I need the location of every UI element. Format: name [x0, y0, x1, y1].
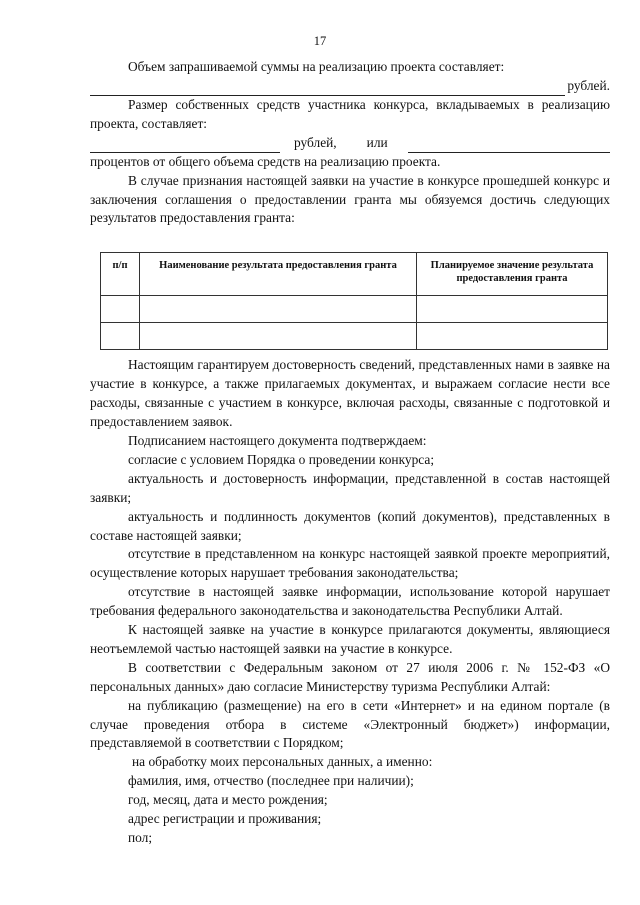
- table-cell: [140, 296, 417, 323]
- table-cell: [140, 323, 417, 350]
- relevance-item: актуальность и достоверность информации, представленной в состав настоящей заявки;: [90, 470, 610, 505]
- own-funds-field: [90, 134, 610, 153]
- table-row: [101, 323, 608, 350]
- birth-item: год, месяц, дата и место рождения;: [128, 792, 328, 808]
- page-number: 17: [313, 34, 327, 48]
- col-result-name-header: Наименование результата предоставления гранта: [140, 253, 417, 296]
- publication-item: на публикацию (размещение) на его в сети «Интернет» и на едином портале (в случае проведения отбора в системе «Электронный бюджет») информации, представляемой в соответствии с Порядком;: [90, 697, 610, 751]
- col-number-header: п/п: [101, 253, 140, 296]
- guarantee-paragraph: Настоящим гарантируем достоверность сведений, представленных нами в заявке на участие в конкурсе, а также прилагаемых документах, и выражаем согласие нести все расходы, связанные с участием в конкурсе, включая расходы, связанные с подготовкой и предоставлением заявок.: [90, 357, 610, 430]
- requested-amount-text: Объем запрашиваемой суммы на реализацию проекта составляет:: [128, 59, 505, 74]
- table-cell: [101, 323, 140, 350]
- results-table: [100, 252, 608, 350]
- document-body: [90, 58, 610, 848]
- table-cell: [417, 323, 608, 350]
- fio-item: фамилия, имя, отчество (последнее при наличии);: [128, 773, 414, 789]
- absence-events-item: отсутствие в представленном на конкурс настоящей заявкой проекте мероприятий, осуществление которых нарушает требования законодательства;: [90, 546, 610, 581]
- absence-info-item: отсутствие в настоящей заявке информации, использование которой нарушает требования федерального законодательства и законодательства Республики Алтай.: [90, 584, 610, 619]
- own-funds-percent-blank: [408, 139, 610, 153]
- obligation-text: В случае признания настоящей заявки на участие в конкурсе прошедшей конкурс и заключения соглашения о предоставлении гранта мы обязуемся достичь следующих результатов предоставления гранта:: [90, 172, 610, 226]
- own-funds-text: Размер собственных средств участника конкурса, вкладываемых в реализацию проекта, составляет:: [90, 96, 610, 131]
- percent-text: процентов от общего объема средств на реализацию проекта.: [90, 153, 441, 169]
- requested-amount-field: [90, 77, 610, 96]
- authenticity-item: актуальность и подлинность документов (копий документов), представленных в составе настоящей заявки;: [90, 508, 610, 543]
- attached-paragraph: К настоящей заявке на участие в конкурсе прилагаются документы, являющиеся неотъемлемой частью настоящей заявки на участие в конкурсе.: [90, 622, 610, 656]
- address-item: адрес регистрации и проживания;: [128, 811, 322, 827]
- col-planned-value-header: Планируемое значение результата предоставления гранта: [417, 253, 608, 296]
- amount-blank: [90, 82, 565, 96]
- table-cell: [101, 296, 140, 323]
- signing-paragraph: Подписанием настоящего документа подтверждаем:: [128, 432, 427, 448]
- own-funds-currency: рублей,: [294, 134, 337, 150]
- table-cell: [417, 296, 608, 323]
- own-funds-or: или: [366, 134, 388, 150]
- processing-item: на обработку моих персональных данных, а именно:: [132, 754, 433, 770]
- sex-item: пол;: [128, 830, 153, 845]
- results-table-header: [101, 253, 608, 296]
- consent-order-item: согласие с условием Порядка о проведении конкурса;: [128, 451, 435, 467]
- table-row: [101, 296, 608, 323]
- own-funds-blank: [90, 139, 280, 153]
- amount-currency: рублей.: [567, 78, 610, 93]
- law-paragraph: В соответствии с Федеральным законом от 27 июля 2006 г. № 152-ФЗ «О персональных данных» даю согласие Министерству туризма Республики Алтай:: [90, 659, 610, 694]
